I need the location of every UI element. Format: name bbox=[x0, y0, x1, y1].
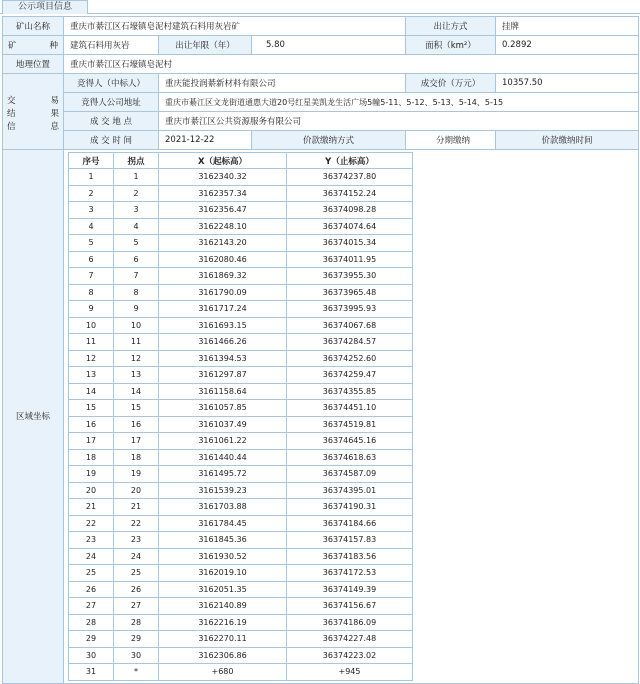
table-row bbox=[69, 664, 413, 681]
table-row bbox=[69, 185, 413, 202]
row-index: 14 bbox=[69, 383, 114, 400]
header-y: Y（止标高） bbox=[287, 153, 413, 169]
table-row bbox=[69, 499, 413, 516]
row-y: 36374152.24 bbox=[287, 185, 413, 202]
row-point: 21 bbox=[114, 499, 159, 516]
row-y: 36373995.93 bbox=[287, 301, 413, 318]
row-point: 1 bbox=[114, 169, 159, 186]
price-label: 成交价（万元） bbox=[406, 74, 496, 93]
row-point: 9 bbox=[114, 301, 159, 318]
row-x: 3162270.11 bbox=[159, 631, 287, 648]
row-y: 36374011.95 bbox=[287, 251, 413, 268]
mine-name-value: 重庆市綦江区石壕镇皂泥村建筑石料用灰岩矿 bbox=[64, 17, 406, 36]
pay-method-value: 分期缴纳 bbox=[406, 131, 496, 150]
section-tab-bar bbox=[0, 0, 640, 14]
address-label: 竞得人公司地址 bbox=[64, 93, 159, 112]
row-point: 11 bbox=[114, 334, 159, 351]
row-x: 3161539.23 bbox=[159, 482, 287, 499]
trade-result-char-1: 交 bbox=[7, 96, 16, 106]
row-x: 3161845.36 bbox=[159, 532, 287, 549]
row-point: 28 bbox=[114, 614, 159, 631]
row-x: 3162248.10 bbox=[159, 218, 287, 235]
row-x: 3161394.53 bbox=[159, 350, 287, 367]
price-value: 10357.50 bbox=[496, 74, 639, 93]
row-point: 25 bbox=[114, 565, 159, 582]
row-index: 26 bbox=[69, 581, 114, 598]
row-index: 8 bbox=[69, 284, 114, 301]
pay-time-label: 价款缴纳时间 bbox=[496, 131, 639, 150]
table-row bbox=[69, 235, 413, 252]
row-index: 2 bbox=[69, 185, 114, 202]
row-x: 3162216.19 bbox=[159, 614, 287, 631]
mine-name-label: 矿山名称 bbox=[3, 17, 64, 36]
row-point: 3 bbox=[114, 202, 159, 219]
table-row bbox=[69, 251, 413, 268]
row-index: 13 bbox=[69, 367, 114, 384]
table-row bbox=[69, 334, 413, 351]
mineral-label-char-2: 种 bbox=[49, 41, 58, 51]
row-index: 21 bbox=[69, 499, 114, 516]
row-x: 3161495.72 bbox=[159, 466, 287, 483]
mineral-value: 建筑石料用灰岩 bbox=[64, 36, 159, 55]
row-x: 3161703.88 bbox=[159, 499, 287, 516]
table-row bbox=[69, 631, 413, 648]
row-point: 23 bbox=[114, 532, 159, 549]
row-x: 3161037.49 bbox=[159, 416, 287, 433]
row-y: 36374355.85 bbox=[287, 383, 413, 400]
row-point: 22 bbox=[114, 515, 159, 532]
row-y: 36374015.34 bbox=[287, 235, 413, 252]
area-value: 0.2892 bbox=[496, 36, 639, 55]
table-row bbox=[69, 482, 413, 499]
row-point: 6 bbox=[114, 251, 159, 268]
row-x: 3161297.87 bbox=[159, 367, 287, 384]
winner-value: 重庆能投润綦新材料有限公司 bbox=[159, 74, 406, 93]
row-index: 25 bbox=[69, 565, 114, 582]
row-y: 36374284.57 bbox=[287, 334, 413, 351]
row-point: 8 bbox=[114, 284, 159, 301]
row-index: 11 bbox=[69, 334, 114, 351]
table-row bbox=[69, 284, 413, 301]
row-point: 27 bbox=[114, 598, 159, 615]
coords-body bbox=[69, 169, 413, 681]
table-row bbox=[69, 317, 413, 334]
row-y: 36374098.28 bbox=[287, 202, 413, 219]
row-y: 36374237.80 bbox=[287, 169, 413, 186]
table-row bbox=[69, 532, 413, 549]
row-x: 3161466.26 bbox=[159, 334, 287, 351]
row-y: 36374587.09 bbox=[287, 466, 413, 483]
table-row bbox=[69, 367, 413, 384]
row-index: 29 bbox=[69, 631, 114, 648]
row-index: 12 bbox=[69, 350, 114, 367]
table-row bbox=[69, 416, 413, 433]
row-x: 3162019.10 bbox=[159, 565, 287, 582]
row-index: 17 bbox=[69, 433, 114, 450]
row-index: 4 bbox=[69, 218, 114, 235]
table-row bbox=[69, 350, 413, 367]
row-point: 18 bbox=[114, 449, 159, 466]
table-row bbox=[69, 449, 413, 466]
row-x: 3162306.86 bbox=[159, 647, 287, 664]
term-value: 5.80 bbox=[252, 36, 406, 55]
row-y: 36374223.02 bbox=[287, 647, 413, 664]
row-index: 24 bbox=[69, 548, 114, 565]
row-x: 3162143.20 bbox=[159, 235, 287, 252]
row-x: 3162340.32 bbox=[159, 169, 287, 186]
trade-result-char-3: 结 bbox=[7, 109, 16, 119]
row-point: 24 bbox=[114, 548, 159, 565]
row-index: 22 bbox=[69, 515, 114, 532]
trade-result-char-4: 果 bbox=[50, 109, 59, 119]
table-row bbox=[69, 598, 413, 615]
row-point: 7 bbox=[114, 268, 159, 285]
time-label: 成 交 时 间 bbox=[64, 131, 159, 150]
row-index: 27 bbox=[69, 598, 114, 615]
table-row bbox=[69, 169, 413, 186]
place-value: 重庆市綦江区公共资源服务有限公司 bbox=[159, 112, 639, 131]
table-row bbox=[69, 218, 413, 235]
row-y: 36374618.63 bbox=[287, 449, 413, 466]
row-y: 36374395.01 bbox=[287, 482, 413, 499]
row-x: 3162356.47 bbox=[159, 202, 287, 219]
row-x: 3161158.64 bbox=[159, 383, 287, 400]
trade-result-char-2: 易 bbox=[50, 96, 59, 106]
row-x: 3161061.22 bbox=[159, 433, 287, 450]
place-label: 成 交 地 点 bbox=[64, 112, 159, 131]
row-x: 3161784.45 bbox=[159, 515, 287, 532]
trade-result-char-5: 信 bbox=[7, 122, 16, 132]
mineral-label-char-1: 矿 bbox=[8, 41, 17, 51]
location-label: 地理位置 bbox=[3, 55, 64, 74]
table-row bbox=[69, 565, 413, 582]
row-point: 15 bbox=[114, 400, 159, 417]
pay-method-label: 价款缴纳方式 bbox=[252, 131, 406, 150]
row-y: 36374519.81 bbox=[287, 416, 413, 433]
header-x: X（起标高） bbox=[159, 153, 287, 169]
row-y: 36374252.60 bbox=[287, 350, 413, 367]
row-y: 36374259.47 bbox=[287, 367, 413, 384]
row-x: 3161790.09 bbox=[159, 284, 287, 301]
row-point: 16 bbox=[114, 416, 159, 433]
row-point: 4 bbox=[114, 218, 159, 235]
row-y: 36374172.53 bbox=[287, 565, 413, 582]
row-x: 3161717.24 bbox=[159, 301, 287, 318]
table-row bbox=[69, 614, 413, 631]
row-y: 36374184.66 bbox=[287, 515, 413, 532]
row-point: 14 bbox=[114, 383, 159, 400]
mineral-label bbox=[3, 36, 64, 55]
row-index: 1 bbox=[69, 169, 114, 186]
row-point: 29 bbox=[114, 631, 159, 648]
coords-container bbox=[64, 150, 639, 684]
time-value: 2021-12-22 bbox=[159, 131, 252, 150]
row-point: 30 bbox=[114, 647, 159, 664]
row-index: 23 bbox=[69, 532, 114, 549]
row-index: 28 bbox=[69, 614, 114, 631]
table-row bbox=[69, 400, 413, 417]
table-row bbox=[69, 515, 413, 532]
row-point: 19 bbox=[114, 466, 159, 483]
row-index: 9 bbox=[69, 301, 114, 318]
row-x: 3161440.44 bbox=[159, 449, 287, 466]
row-y: 36373955.30 bbox=[287, 268, 413, 285]
row-y: 36374149.39 bbox=[287, 581, 413, 598]
row-x: +680 bbox=[159, 664, 287, 681]
row-point: 26 bbox=[114, 581, 159, 598]
section-tab[interactable]: 公示项目信息 bbox=[2, 0, 88, 14]
table-row bbox=[69, 548, 413, 565]
row-index: 31 bbox=[69, 664, 114, 681]
row-index: 19 bbox=[69, 466, 114, 483]
row-x: 3161693.15 bbox=[159, 317, 287, 334]
location-value: 重庆市綦江区石壕镇皂泥村 bbox=[64, 55, 639, 74]
row-x: 3162080.46 bbox=[159, 251, 287, 268]
row-y: 36374156.67 bbox=[287, 598, 413, 615]
row-point: * bbox=[114, 664, 159, 681]
row-index: 3 bbox=[69, 202, 114, 219]
table-row bbox=[69, 268, 413, 285]
table-row bbox=[69, 581, 413, 598]
row-y: 36374157.83 bbox=[287, 532, 413, 549]
row-point: 2 bbox=[114, 185, 159, 202]
row-y: 36374451.10 bbox=[287, 400, 413, 417]
row-y: 36374227.48 bbox=[287, 631, 413, 648]
table-row bbox=[69, 301, 413, 318]
row-y: 36373965.48 bbox=[287, 284, 413, 301]
term-label: 出让年限（年） bbox=[159, 36, 252, 55]
trade-result-label bbox=[3, 74, 64, 150]
project-info-table bbox=[2, 16, 639, 684]
row-point: 13 bbox=[114, 367, 159, 384]
row-x: 3162357.34 bbox=[159, 185, 287, 202]
row-index: 6 bbox=[69, 251, 114, 268]
row-point: 5 bbox=[114, 235, 159, 252]
table-row bbox=[69, 647, 413, 664]
sale-method-label: 出让方式 bbox=[406, 17, 496, 36]
row-index: 15 bbox=[69, 400, 114, 417]
area-label: 面积（km²） bbox=[406, 36, 496, 55]
row-x: 3161930.52 bbox=[159, 548, 287, 565]
row-y: 36374074.64 bbox=[287, 218, 413, 235]
header-index: 序号 bbox=[69, 153, 114, 169]
row-index: 18 bbox=[69, 449, 114, 466]
row-x: 3161869.32 bbox=[159, 268, 287, 285]
row-index: 7 bbox=[69, 268, 114, 285]
coords-label: 区域坐标 bbox=[3, 150, 64, 684]
row-index: 10 bbox=[69, 317, 114, 334]
row-y: 36374067.68 bbox=[287, 317, 413, 334]
coords-table bbox=[68, 152, 413, 681]
table-row bbox=[69, 433, 413, 450]
row-point: 17 bbox=[114, 433, 159, 450]
row-x: 3162051.35 bbox=[159, 581, 287, 598]
row-point: 10 bbox=[114, 317, 159, 334]
row-y: 36374186.09 bbox=[287, 614, 413, 631]
row-index: 16 bbox=[69, 416, 114, 433]
row-point: 20 bbox=[114, 482, 159, 499]
row-index: 30 bbox=[69, 647, 114, 664]
row-x: 3162140.89 bbox=[159, 598, 287, 615]
trade-result-char-6: 息 bbox=[50, 122, 59, 132]
row-y: 36374183.56 bbox=[287, 548, 413, 565]
row-y: 36374190.31 bbox=[287, 499, 413, 516]
row-index: 5 bbox=[69, 235, 114, 252]
row-point: 12 bbox=[114, 350, 159, 367]
sale-method-value: 挂牌 bbox=[496, 17, 639, 36]
row-y: 36374645.16 bbox=[287, 433, 413, 450]
header-point: 拐点 bbox=[114, 153, 159, 169]
row-x: 3161057.85 bbox=[159, 400, 287, 417]
table-row bbox=[69, 466, 413, 483]
address-value: 重庆市綦江区文龙街道通惠大道20号红星美凯龙生活广场5幢5-11、5-12、5-13、5-14、5-15 bbox=[159, 93, 639, 112]
table-row bbox=[69, 202, 413, 219]
table-row bbox=[69, 383, 413, 400]
row-index: 20 bbox=[69, 482, 114, 499]
row-y: +945 bbox=[287, 664, 413, 681]
winner-label: 竞得人（中标人） bbox=[64, 74, 159, 93]
